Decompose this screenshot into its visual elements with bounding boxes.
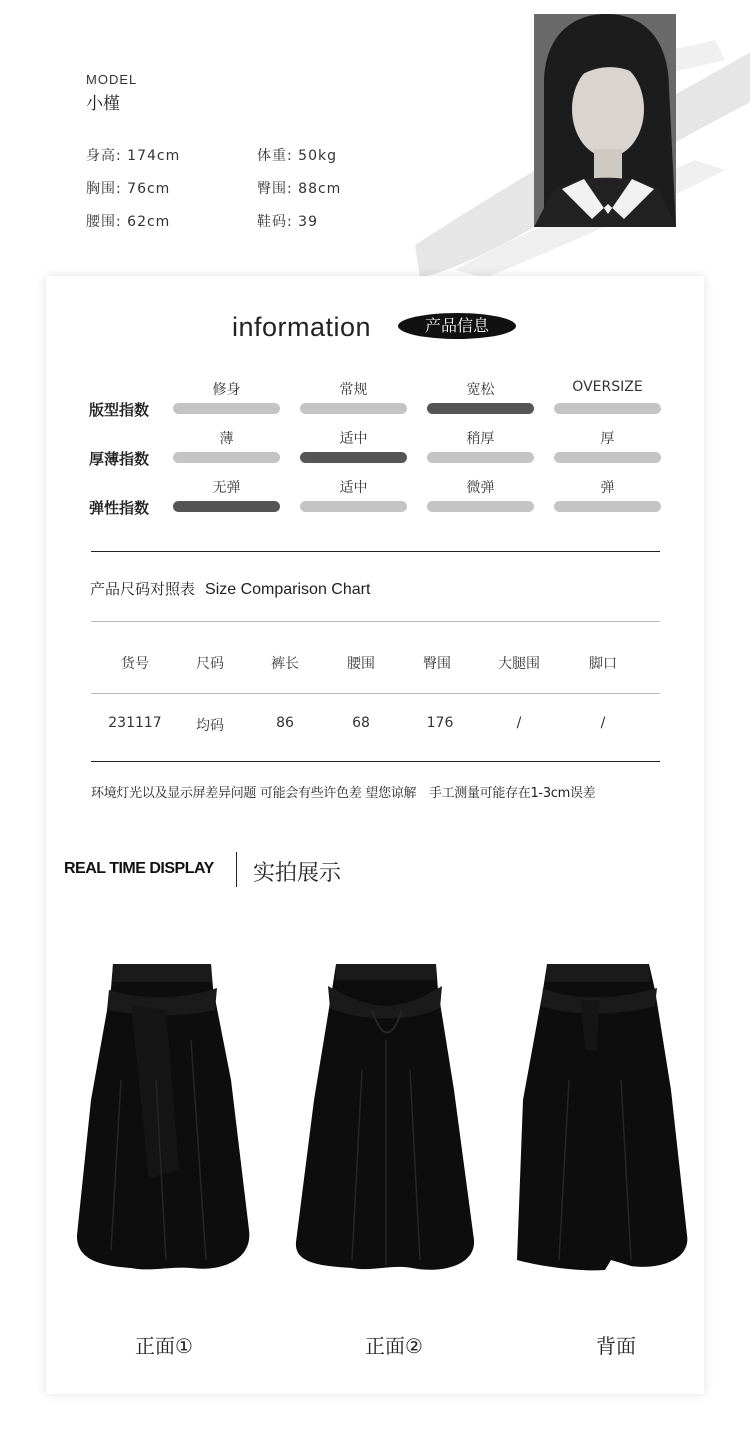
- fit-bar-oversize: [554, 403, 661, 414]
- fit-bar-regular: [300, 403, 407, 414]
- thickness-option-medium: 适中: [339, 431, 368, 447]
- thickness-bar-thin: [173, 452, 280, 463]
- back-view-label: 背面: [596, 1334, 636, 1358]
- stat-waist: 腰围: 62cm: [86, 214, 171, 230]
- skirt-front-1-image: [71, 960, 257, 1275]
- stat-weight: 体重: 50kg: [257, 148, 337, 164]
- skirt-back-image: [509, 960, 695, 1275]
- elasticity-bar-stretch: [554, 501, 661, 512]
- table-cell: /: [600, 715, 606, 731]
- elasticity-bar-slight: [427, 501, 534, 512]
- real-time-display-title: REAL TIME DISPLAY: [64, 860, 214, 877]
- size-chart-title-zh: 产品尺码对照表: [90, 580, 196, 598]
- elasticity-index-label: 弹性指数: [89, 499, 150, 517]
- divider: [91, 551, 660, 552]
- table-cell: 231117: [108, 715, 162, 731]
- stat-hip: 臀围: 88cm: [257, 181, 342, 197]
- table-cell: 176: [426, 715, 454, 731]
- model-label: MODEL: [86, 72, 138, 87]
- thickness-bar-slightly-thick: [427, 452, 534, 463]
- product-info-badge: 产品信息: [398, 313, 516, 339]
- table-header: 脚口: [589, 656, 617, 672]
- thickness-index-label: 厚薄指数: [89, 450, 150, 468]
- front-view-1-label: 正面①: [135, 1334, 193, 1358]
- product-info-card: [46, 276, 704, 1394]
- table-header: 大腿围: [498, 656, 540, 672]
- fit-bar-loose-selected: [427, 403, 534, 414]
- stat-height: 身高: 174cm: [86, 148, 181, 164]
- stat-shoe-size: 鞋码: 39: [257, 214, 318, 230]
- table-header: 臀围: [423, 656, 451, 672]
- model-name: 小槿: [86, 94, 120, 114]
- thickness-option-thin: 薄: [219, 431, 234, 447]
- fit-bar-slim: [173, 403, 280, 414]
- elasticity-option-none: 无弹: [212, 480, 241, 496]
- table-header: 裤长: [271, 656, 299, 672]
- skirt-front-2-image: [292, 960, 478, 1275]
- table-header: 尺码: [196, 656, 224, 672]
- stat-bust: 胸围: 76cm: [86, 181, 171, 197]
- thickness-bar-medium-selected: [300, 452, 407, 463]
- model-photo: [534, 14, 676, 227]
- size-chart-title: [90, 578, 370, 599]
- elasticity-option-medium: 适中: [339, 480, 368, 496]
- elasticity-option-slight: 微弹: [466, 480, 495, 496]
- information-title: information: [232, 312, 372, 342]
- real-time-display-title-zh: 实拍展示: [253, 861, 342, 886]
- fit-option-loose: 宽松: [466, 382, 495, 398]
- fit-index-label: 版型指数: [89, 401, 150, 419]
- title-divider: [236, 852, 237, 887]
- elasticity-option-stretch: 弹: [600, 480, 615, 496]
- model-header: [86, 72, 137, 114]
- thickness-option-thick: 厚: [600, 431, 615, 447]
- table-cell: 均码: [196, 718, 224, 734]
- divider: [91, 693, 660, 694]
- table-cell: 86: [276, 715, 294, 731]
- front-view-2-label: 正面②: [365, 1334, 423, 1358]
- table-cell: 68: [352, 715, 370, 731]
- elasticity-bar-none-selected: [173, 501, 280, 512]
- divider: [91, 621, 660, 622]
- fit-option-regular: 常规: [339, 382, 368, 398]
- divider: [91, 761, 660, 762]
- table-header: 腰围: [347, 656, 375, 672]
- table-cell: /: [516, 715, 522, 731]
- fit-option-oversize: OVERSIZE: [572, 379, 643, 395]
- disclaimer-note: 环境灯光以及显示屏差异问题 可能会有些许色差 望您谅解 手工测量可能存在1-3cm误差: [91, 786, 596, 801]
- elasticity-bar-medium: [300, 501, 407, 512]
- thickness-option-slightly-thick: 稍厚: [466, 431, 495, 447]
- size-chart-title-en: Size Comparison Chart: [205, 581, 371, 598]
- fit-option-slim: 修身: [212, 382, 241, 398]
- thickness-bar-thick: [554, 452, 661, 463]
- table-header: 货号: [121, 656, 149, 672]
